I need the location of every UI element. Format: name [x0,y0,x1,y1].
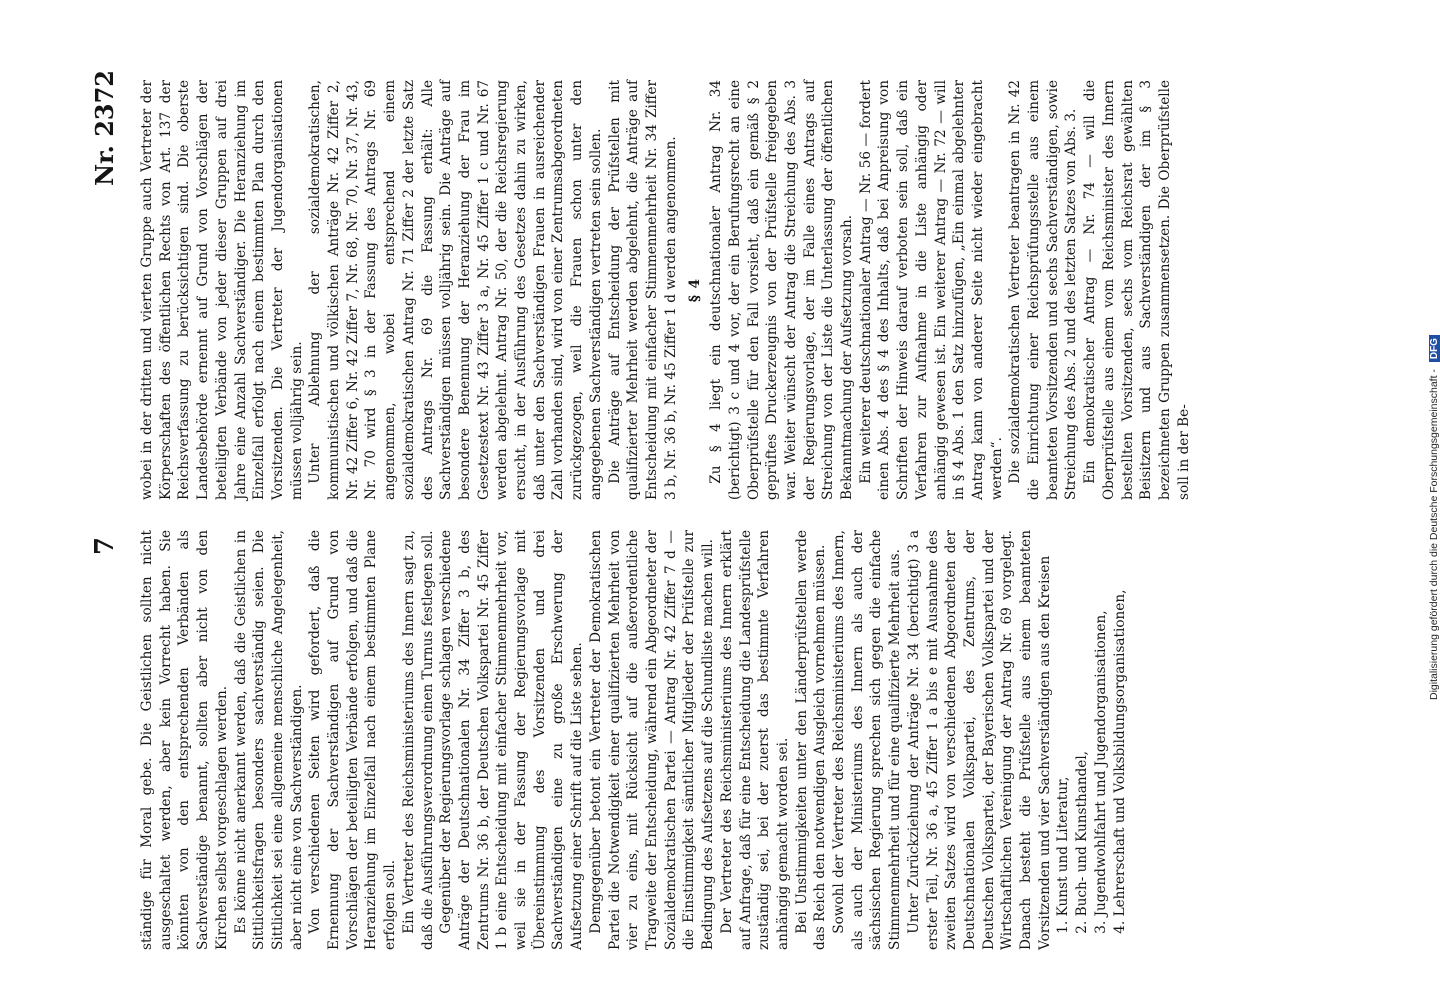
paragraph: wobei in der dritten und vierten Gruppe auch Vertreter der Körperschaften des öffentlichen Rechts von Art. 137 der Reichsverfassung zu berücksichtigen sind. Die oberste Landesbehörde ernennt auf Grund von Vorschlägen der beteiligten Verbände von jeder dieser Gruppen auf drei Jahre eine Anzahl Sachverständiger. Die Heranziehung im Einzelfall erfolgt nach einem bestimmten Plan durch den Vorsitzenden. Die Vertreter der Jugendorganisationen müssen volljährig sein. [139,80,305,500]
paragraph: Es könne nicht anerkannt werden, daß die Geistlichen in Sittlichkeitsfragen besonders sachverständig seien. Die Sittlichkeit sei eine allgemeine menschliche Angelegenheit, aber nicht eine von Sachverständigen. [232,530,305,950]
list-item: 1. Kunst und Literatur, [1055,776,1072,934]
paragraph: Der Vertreter des Reichsministeriums des Innern erklärt auf Anfrage, daß für eine Entscheidung die Landesprüfstelle zuständig sei, bei der zuerst das bestimmte Verfahren anhängig gemacht worden sei. [718,530,791,950]
paragraph: Ein Vertreter des Reichsministeriums des Innern sagt zu, daß die Ausführungsverordnung einen Turnus festlegen soll. [400,530,436,950]
paragraph: Zu § 4 liegt ein deutschnationaler Antrag Nr. 34 (berichtigt) 3 c und 4 vor, der ein Berufungsrecht an eine Oberprüfstelle für den Fall vorsieht, daß ein gemäß § 2 geprüftes Druckerzeugnis von der Prüfstelle freigegeben war. Weiter wünscht der Antrag die Streichung des Abs. 3 der Regierungsvorlage, der im Falle eines Antrags auf Streichung von der Liste die Unterlassung der öffentlichen Bekanntmachung der Aufsetzung vorsah. [708,80,856,500]
paragraph: Die Anträge auf Entscheidung der Prüfstellen mit qualifizierter Mehrheit werden abgelehnt, die Anträge auf Entscheidung mit einfacher Stimmenmehrheit Nr. 34 Ziffer 3 b, Nr. 36 b, Nr. 45 Ziffer 1 d werden angenommen. [606,80,679,500]
section-heading: § 4 [687,277,704,303]
group-list [1054,530,1129,950]
paragraph: Gegenüber der Regierungsvorlage schlagen verschiedene Anträge der Deutschnationalen Nr. 34 Ziffer 3 b, des Zentrums Nr. 36 b, der Deutschen Volkspartei Nr. 45 Ziffer 1 b eine Entscheidung mit einfacher Stimmenmehrheit vor, weil sie in der Fassung der Regierungsvorlage mit Übereinstimmung des Vorsitzenden und drei Sachverständigen eine zu große Erschwerung der Aufsetzung einer Schrift auf die Liste sehen. [438,530,586,950]
paragraph: Ein demokratischer Antrag — Nr. 74 — will die Oberprüfstelle aus einem vom Reichsminister des Innern bestellten Vorsitzenden, sechs vom Reichsrat gewählten Beisitzern und aus Sachverständigen der im § 3 bezeichneten Gruppen zusammensetzen. Die Oberprüfstelle soll in der Be- [1082,80,1192,500]
list-item: 3. Jugendwohlfahrt und Jugendorganisationen, [1092,610,1109,934]
paragraph: Unter Zurückziehung der Anträge Nr. 34 (berichtigt) 3 a erster Teil, Nr. 36 a, 45 Ziffer 1 a bis e mit Ausnahme des zweiten Satzes wird von verschiedenen Abgeordneten der Deutschnationalen Volkspartei, des Zentrums, der Deutschen Volkspartei, der Bayerischen Volkspartei und der Wirtschaftlichen Vereinigung der Antrag Nr. 69 vorgelegt. Danach besteht die Prüfstelle aus einem beamteten Vorsitzenden und vier Sachverständigen aus den Kreisen [905,530,1053,950]
page-number: 7 [90,536,120,555]
paragraph: Ein weiterer deutschnationaler Antrag — Nr. 56 — fordert einen Abs. 4 des § 4 des Inhalts, daß bei Anpreisung von Schriften der Hinweis darauf verboten sein soll, daß ein Verfahren zur Aufnahme in die Liste anhängig oder anhängig gewesen ist. Ein weiterer Antrag — Nr. 72 — will in § 4 Abs. 1 den Satz hinzufügen, „Ein einmal abgelehnter Antrag kann von anderer Seite nicht wieder eingebracht werden“. [857,80,1005,500]
page-header [90,60,130,960]
dfg-logo: DFG [1429,335,1440,362]
paragraph: ständige für Moral gebe. Die Geistlichen sollten nicht ausgeschaltet werden, aber kein Vorrecht haben. Sie könnten von den entsprechenden Verbänden als Sachverständige benannt, sollten aber nicht von den Kirchen selbst vorgeschlagen werden. [139,530,230,950]
document-number: Nr. 2372 [90,70,119,186]
list-item: 4. Lehrerschaft und Volksbildungsorganisationen, [1111,589,1128,934]
paragraph: Bei Unstimmigkeiten unter den Länderprüfstellen werde das Reich den notwendigen Ausgleich vornehmen müssen. [793,530,829,950]
left-text-column [138,530,1129,950]
paragraph: Die sozialdemokratischen Vertreter beantragen in Nr. 42 die Einrichtung einer Reichsprüfungsstelle aus einem beamteten Vorsitzenden und sechs Sachverständigen, sowie Streichung des Abs. 2 und des letzten Satzes von Abs. 3. [1007,80,1080,500]
credit-line [1428,0,1440,700]
paragraph: Sowohl der Vertreter des Reichsministeriums des Innern, als auch der Ministeriums des Innern als auch der sächsischen Regierung sprechen sich gegen die einfache Stimmenmehrheit und für eine qualifizierte Mehrheit aus. [831,530,904,950]
right-text-column [138,80,1193,500]
digitization-credit-strip [1408,0,1440,1000]
paragraph: Demgegenüber betont ein Vertreter der Demokratischen Partei die Notwendigkeit einer qualifizierten Mehrheit von vier zu eins, mit Rücksicht auf die außerordentliche Tragweite der Entscheidung, während ein Abgeordneter der Sozialdemokratischen Partei — Antrag Nr. 42 Ziffer 7 d — die Einstimmigkeit sämtlicher Mitglieder der Prüfstelle zur Bedingung des Aufsetzens auf die Schundliste machen will. [587,530,717,950]
paragraph: Von verschiedenen Seiten wird gefordert, daß die Ernennung der Sachverständigen auf Grund von Vorschlägen der beteiligten Verbände erfolgen, und daß die Heranziehung im Einzelfall nach einem bestimmten Plane erfolgen soll. [307,530,399,950]
rotated-page-content [90,60,1290,960]
list-item: 2. Buch- und Kunsthandel, [1074,751,1091,934]
credit-text: Digitalisierung gefördert durch die Deutsche Forschungsgemeinschaft - [1428,369,1440,700]
paragraph: Unter Ablehnung der sozialdemokratischen, kommunistischen und völkischen Anträge Nr. 42 Ziffer 2, Nr. 42 Ziffer 6, Nr. 42 Ziffer 7, Nr. 68, Nr. 70, Nr. 37, Nr. 43, Nr. 70 wird § 3 in der Fassung des Antrags Nr. 69 angenommen, wobei entsprechend einem sozialdemokratischen Antrag Nr. 71 Ziffer 2 der letzte Satz des Antrags Nr. 69 die Fassung erhält: Alle Sachverständigen müssen volljährig sein. Die Anträge auf besondere Benennung der Heranziehung der Frau im Gesetzestext Nr. 43 Ziffer 3 a, Nr. 45 Ziffer 1 c und Nr. 67 werden abgelehnt. Antrag Nr. 50, der die Reichsregierung ersucht, in der Ausführung des Gesetzes dahin zu wirken, daß unter den Sachverständigen Frauen in ausreichender Zahl vorhanden sind, wird von einer Zentrumsabgeordneten zurückgezogen, weil die Frauen schon unter den angegebenen Sachverständigen vertreten sein sollen. [307,80,604,500]
